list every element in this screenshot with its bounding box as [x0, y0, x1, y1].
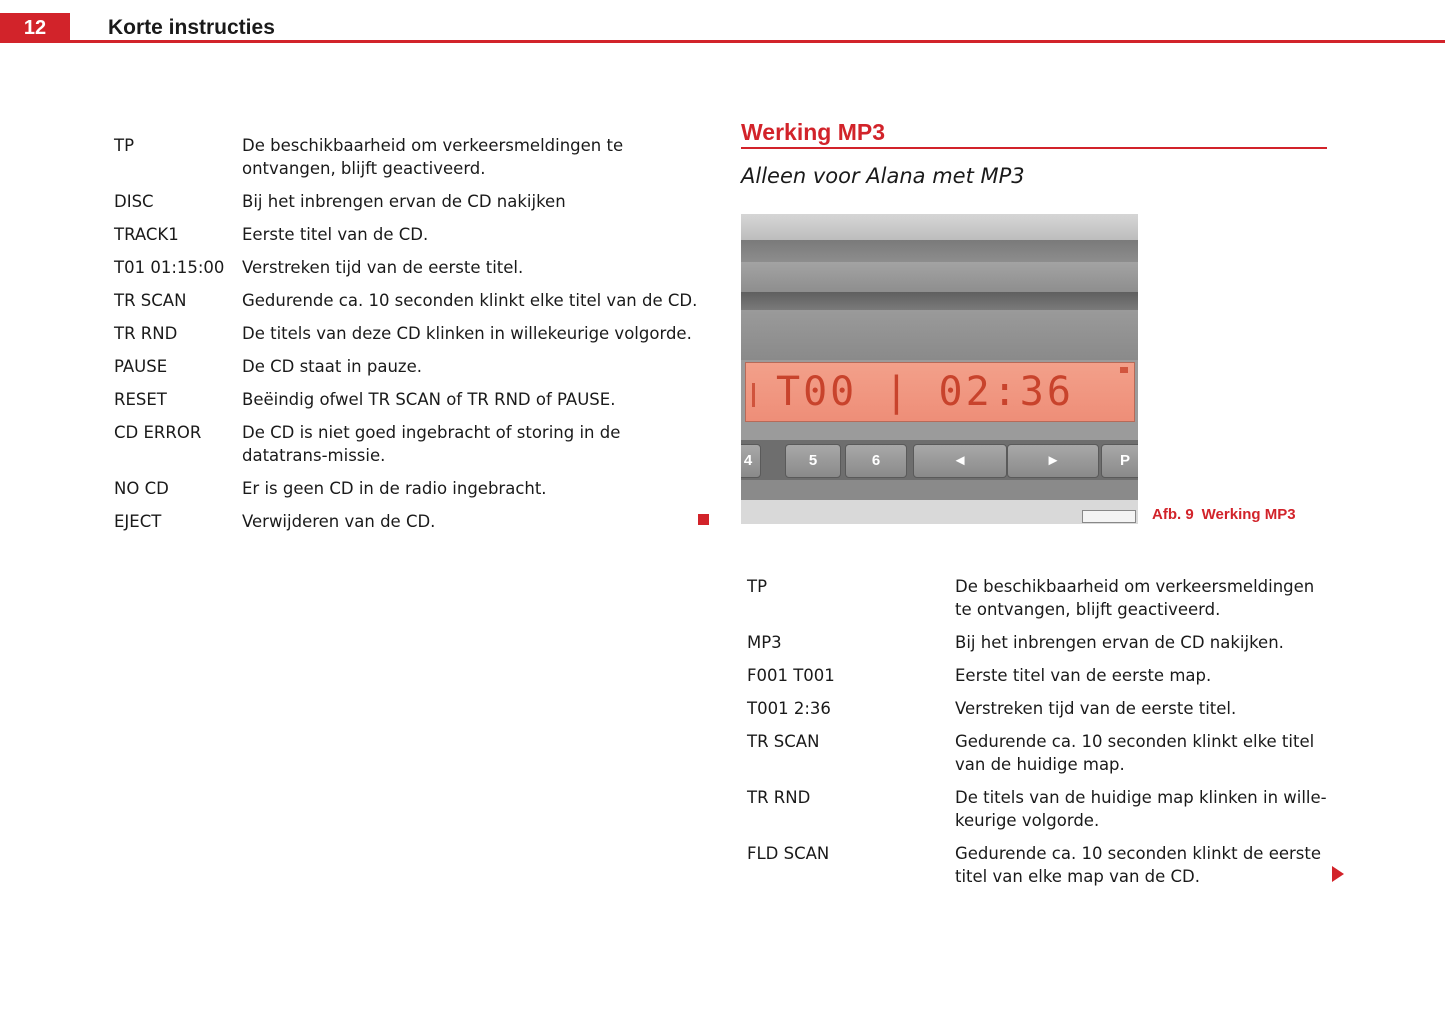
radio-top-strip	[741, 214, 1138, 240]
page-number: 12	[0, 13, 70, 43]
definition-term: TRACK1	[114, 225, 179, 244]
definition-term: NO CD	[114, 479, 169, 498]
definition-description: De beschikbaarheid om verkeersmeldingen te ontvangen, blijft geactiveerd.	[955, 577, 1315, 619]
definition-row	[114, 322, 704, 345]
section-subtitle: Alleen voor Alana met MP3	[741, 164, 1025, 188]
definition-description: Verwijderen van de CD.	[242, 512, 436, 531]
definition-row	[747, 631, 1327, 654]
left-definition-list	[114, 134, 704, 543]
radio-cd-slot	[741, 292, 1138, 310]
figure-caption	[1152, 505, 1296, 525]
radio-display	[745, 362, 1135, 422]
preset-button-p: P	[1101, 444, 1138, 478]
preset-button-4: 4	[741, 444, 761, 478]
definition-row	[114, 510, 704, 533]
section-end-marker	[698, 514, 709, 525]
definition-term: TP	[114, 136, 135, 155]
radio-band	[741, 240, 1138, 262]
definition-term: RESET	[114, 390, 167, 409]
definition-description: Gedurende ca. 10 seconden klinkt de eerste titel van elke map van de CD.	[955, 844, 1322, 886]
definition-term: T01 01:15:00	[114, 258, 225, 277]
definition-row	[114, 289, 704, 312]
definition-description: Er is geen CD in de radio ingebracht.	[242, 479, 547, 498]
definition-term: PAUSE	[114, 357, 168, 376]
radio-figure	[741, 214, 1138, 524]
definition-term: T001 2:36	[747, 699, 831, 718]
definition-description: Bij het inbrengen ervan de CD nakijken	[242, 192, 566, 211]
definition-row	[747, 842, 1327, 888]
definition-description: Eerste titel van de CD.	[242, 225, 429, 244]
definition-description: Beëindig ofwel TR SCAN of TR RND of PAUSE.	[242, 390, 616, 409]
display-indicator-icon	[752, 383, 771, 407]
seek-forward-icon: ►	[1007, 444, 1099, 478]
definition-row	[114, 355, 704, 378]
preset-button-5: 5	[785, 444, 841, 478]
definition-description: Verstreken tijd van de eerste titel.	[955, 699, 1237, 718]
definition-term: TR SCAN	[747, 732, 820, 751]
definition-description: De CD staat in pauze.	[242, 357, 422, 376]
seek-back-icon: ◄	[913, 444, 1007, 478]
definition-term: TP	[747, 577, 768, 596]
radio-band	[741, 262, 1138, 292]
display-readout: T00 | 02:36	[776, 369, 1074, 415]
definition-term: CD ERROR	[114, 423, 202, 442]
right-definition-list	[747, 575, 1327, 898]
definition-term: TR SCAN	[114, 291, 187, 310]
definition-term: MP3	[747, 633, 782, 652]
page-title: Korte instructies	[108, 16, 275, 39]
figure-code-label	[1082, 510, 1136, 523]
definition-row	[114, 223, 704, 246]
definition-description: Bij het inbrengen ervan de CD nakijken.	[955, 633, 1284, 652]
definition-description: De titels van deze CD klinken in willekeurige volgorde.	[242, 324, 692, 343]
definition-description: Verstreken tijd van de eerste titel.	[242, 258, 524, 277]
continue-arrow-icon	[1332, 866, 1344, 882]
definition-term: EJECT	[114, 512, 162, 531]
definition-term: DISC	[114, 192, 154, 211]
definition-row	[114, 134, 704, 180]
definition-term: TR RND	[114, 324, 178, 343]
definition-row	[747, 575, 1327, 621]
definition-term: FLD SCAN	[747, 844, 830, 863]
definition-description: Gedurende ca. 10 seconden klinkt elke titel van de huidige map.	[955, 732, 1315, 774]
definition-row	[114, 190, 704, 213]
definition-row	[747, 697, 1327, 720]
radio-base	[741, 500, 1138, 524]
figure-title: Werking MP3	[1201, 506, 1296, 523]
definition-description: De titels van de huidige map klinken in wille-keurige volgorde.	[955, 788, 1327, 830]
definition-row	[114, 477, 704, 500]
radio-bottom	[741, 480, 1138, 500]
definition-term: TR RND	[747, 788, 811, 807]
definition-term: F001 T001	[747, 666, 835, 685]
definition-row	[747, 730, 1327, 776]
definition-description: De beschikbaarheid om verkeersmeldingen te ontvangen, blijft geactiveerd.	[242, 136, 624, 178]
definition-row	[114, 388, 704, 411]
radio-band	[741, 310, 1138, 360]
definition-description: Eerste titel van de eerste map.	[955, 666, 1212, 685]
preset-button-6: 6	[845, 444, 907, 478]
tp-indicator-icon	[1120, 367, 1128, 373]
header-rule	[70, 40, 1445, 43]
definition-row	[114, 421, 704, 467]
definition-row	[747, 664, 1327, 687]
section-title: Werking MP3	[741, 119, 885, 145]
definition-description: Gedurende ca. 10 seconden klinkt elke titel van de CD.	[242, 291, 698, 310]
radio-button-row	[741, 440, 1138, 480]
figure-number: Afb. 9	[1152, 506, 1194, 523]
definition-row	[747, 786, 1327, 832]
definition-description: De CD is niet goed ingebracht of storing in de datatrans-missie.	[242, 423, 621, 465]
definition-row	[114, 256, 704, 279]
section-rule	[741, 147, 1327, 149]
